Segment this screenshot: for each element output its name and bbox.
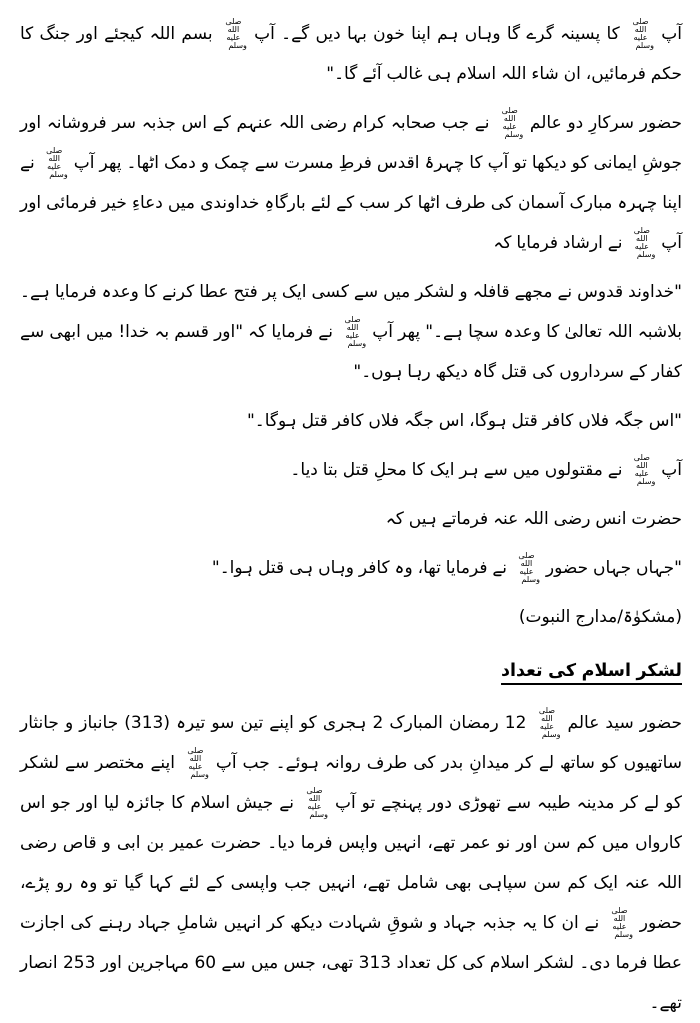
para-prophet-delight-and-dua: حضور سرکارِ دو عالم صلى الله عليه وسلم نے جب صحابہ کرام رضی اللہ عنہم کے اس جذبہ سر فروشانہ اور جوشِ ایمانی کو دیکھا تو آپ کا چہرۂ اقدس فرطِ مسرت سے چمک و دمک اٹھا۔ پھر آپ صلى الله عليه وسلم نے اپنا چہرہ مبارک آسمان کی طرف اٹھا کر سب کے لئے بارگاہِ خداوندی میں دعاءِ خیر فرمائی اور آپ صلى الله عليه وسلم نے ارشاد فرمایا کہ xyxy=(20,106,682,259)
para-reference-citation: (مشکوٰۃ/مدارج النبوت) xyxy=(518,607,682,627)
para-promise-of-victory: "خداوند قدوس نے مجھے قافلہ و لشکر میں سے کسی ایک پر فتح عطا کرنے کا وعدہ فرمایا ہے۔ بلاشبہ اللہ تعالیٰ کا وعدہ سچا ہے۔" پھر آپ صلى الله عليه وسلم نے فرمایا کہ "اور قسم بہ خدا! میں ابھی سے کفار کے سرداروں کی قتل گاہ دیکھ رہا ہوں۔" xyxy=(20,282,682,382)
sallallahu-alayhi-wasallam-icon: صلى الله عليه وسلم xyxy=(187,746,209,779)
sallallahu-alayhi-wasallam-icon: صلى الله عليه وسلم xyxy=(518,551,540,584)
section-heading-army-count-label: لشکر اسلام کی تعداد xyxy=(501,661,682,681)
sallallahu-alayhi-wasallam-icon: صلى الله عليه وسلم xyxy=(225,17,247,50)
para-quote-fulfilled-exactly: "جہاں جہاں حضور صلى الله عليه وسلم نے فرمایا تھا، وہ کافر وہاں ہی قتل ہوا۔" xyxy=(211,551,682,584)
sallallahu-alayhi-wasallam-icon: صلى الله عليه وسلم xyxy=(632,17,654,50)
para-army-size-details: حضور سید عالم صلى الله عليه وسلم 12 رمضان المبارک 2 ہجری کو اپنے تین سو تیرہ (313) جانباز و جانثار ساتھیوں کو ساتھ لے کر میدانِ بدر کی طرف روانہ ہوئے۔ جب آپ صلى الله عليه وسلم اپنے مختصر سے لشکر کو لے کر مدینہ طیبہ سے تھوڑی دور پہنچے تو آپ صلى الله عليه وسلم نے جیش اسلام کا جائزہ لیا اور جو اس کارواں میں کم سن اور نو عمر تھے، انہیں واپس فرما دیا۔ حضرت عمیر بن ابی و قاص رضی اللہ عنہ ایک کم سن سپاہی بھی شامل تھے، انہیں جب واپسی کے لئے کہا گیا تو وہ رو پڑے، حضور صلى الله عليه وسلم نے ان کا یہ جذبہ جہاد و شوقِ شہادت دیکھ کر انہیں شاملِ جہاد رہنے کی اجازت عطا فرما دی۔ لشکر اسلام کی کل تعداد 313 تھی، جس میں سے 60 مہاجرین اور 253 انصار تھے۔ xyxy=(20,706,683,1013)
sallallahu-alayhi-wasallam-icon: صلى الله عليه وسلم xyxy=(611,906,633,939)
para-spots-of-slaying-told: آپ صلى الله عليه وسلم نے مقتولوں میں سے ہر ایک کا محلِ قتل بتا دیا۔ xyxy=(290,453,682,486)
sallallahu-alayhi-wasallam-icon: صلى الله عليه وسلم xyxy=(46,146,68,179)
section-heading-army-count xyxy=(20,651,682,691)
sallallahu-alayhi-wasallam-icon: صلى الله عليه وسلم xyxy=(633,453,656,486)
sallallahu-alayhi-wasallam-icon: صلى الله عليه وسلم xyxy=(633,226,656,259)
para-pledge-of-companions: آپ صلى الله عليه وسلم کا پسینہ گرے گا وہاں ہم اپنا خون بہا دیں گے۔ آپ صلى الله عليه وسلم بسم اللہ کیجئے اور جنگ کا حکم فرمائیں، ان شاء اللہ اسلام ہی غالب آئے گا۔" xyxy=(20,17,682,84)
sallallahu-alayhi-wasallam-icon: صلى الله عليه وسلم xyxy=(538,706,561,739)
sallallahu-alayhi-wasallam-icon: صلى الله عليه وسلم xyxy=(306,786,328,819)
para-quote-kafir-will-be-slain: "اس جگہ فلاں کافر قتل ہوگا، اس جگہ فلاں کافر قتل ہوگا۔" xyxy=(246,411,682,431)
sallallahu-alayhi-wasallam-icon: صلى الله عليه وسلم xyxy=(501,106,524,139)
para-anas-narrates: حضرت انس رضی اللہ عنہ فرماتے ہیں کہ xyxy=(385,509,682,529)
sallallahu-alayhi-wasallam-icon: صلى الله عليه وسلم xyxy=(344,315,367,348)
